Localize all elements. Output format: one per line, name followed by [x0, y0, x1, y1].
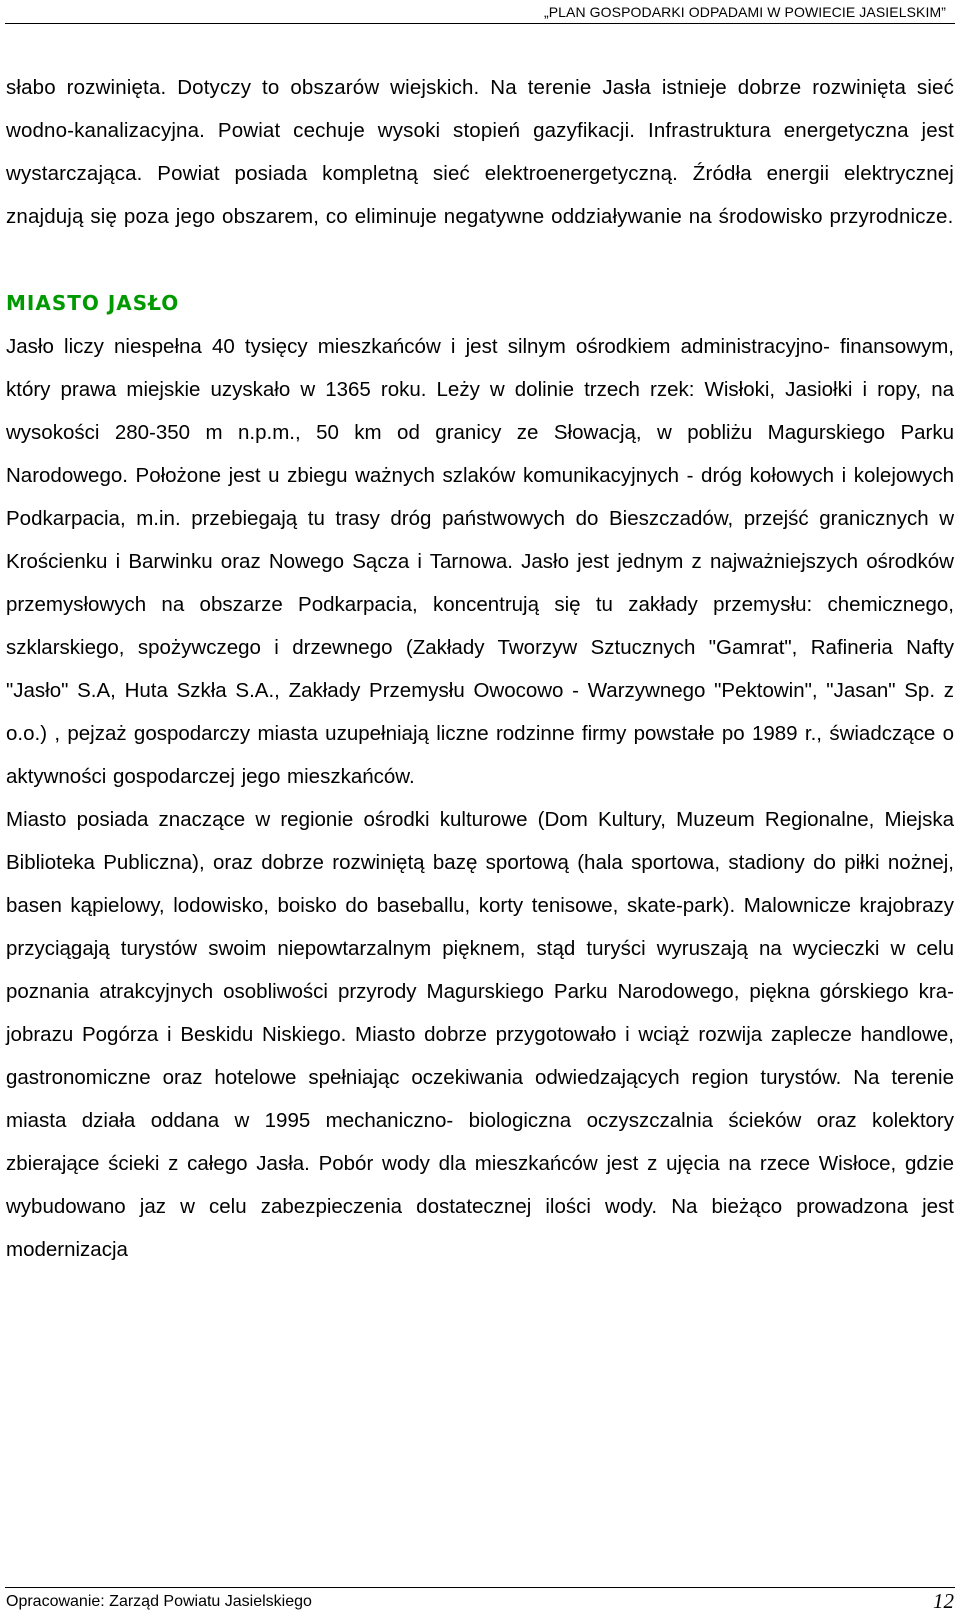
page-number: 12 — [933, 1589, 954, 1613]
section-paragraph-1: Jasło liczy niespełna 40 tysięcy mieszkańców i jest silnym ośrodkiem administracyjno- finansowym, który prawa miejskie uzyskało w 1365 roku. Leży w dolinie trzech rzek: Wisłoki, Jasiołki i ropy, na wysokości 280-350 m n.p.m., 50 km od granicy ze Słowacją, w pobliżu Magurskiego Parku Narodowego. Położone jest u zbiegu ważnych szlaków komunikacyjnych - dróg kołowych i kolejowych Podkarpacia, m.in. przebiegają tu trasy dróg państwowych do Bieszczadów, przejść granicznych w Krościenku i Barwinku oraz Nowego Sącza i Tarnowa. Jasło jest jednym z najważniejszych ośrodków przemysłowych na obszarze Podkarpacia, koncentrują się tu zakłady przemysłu: chemicznego, szklarskiego, spożywczego i drzewnego (Zakłady Tworzyw Sztucznych "Gamrat", Rafineria Nafty "Jasło" S.A, Huta Szkła S.A., Zakłady Przemysłu Owocowo - Warzywnego "Pektowin", "Jasan" Sp. z o.o.) , pejzaż gospodarczy miasta uzupełniają liczne rodzinne firmy powstałe po 1989 r., świadczące o aktywności gospodarczej jego mieszkańców. — [6, 335, 954, 788]
running-header: „PLAN GOSPODARKI ODPADAMI W POWIECIE JASIELSKIM” — [543, 4, 946, 20]
footer-author: Opracowanie: Zarząd Powiatu Jasielskiego — [6, 1593, 312, 1610]
intro-paragraph: słabo rozwinięta. Dotyczy to obszarów wiejskich. Na terenie Jasła istnieje dobrze rozwinięta sieć wodno-kanalizacyjna. Powiat cechuje wysoki stopień gazyfikacji. Infrastruktura energetyczna jest wystarczająca. Powiat posiada kompletną sieć elektroenergetyczną. Źródła energii elektrycznej znajdują się poza jego obszarem, co eliminuje negatywne oddziaływanie na środowisko przyrodnicze. — [6, 76, 954, 228]
page-body — [6, 66, 954, 1271]
header-divider — [5, 23, 955, 24]
footer-divider — [5, 1587, 955, 1588]
section-heading: MIASTO JASŁO — [6, 291, 180, 315]
section-paragraph-2: Miasto posiada znaczące w regionie ośrodki kulturowe (Dom Kultury, Muzeum Regionalne, Miejska Biblioteka Publiczna), oraz dobrze rozwiniętą bazę sportową (hala sportowa, stadiony do piłki nożnej, basen kąpielowy, lodowisko, boisko do baseballu, korty tenisowe, skate-park). Malownicze krajobrazy przyciągają turystów swoim niepowtarzalnym pięknem, stąd turyści wyruszają na wycieczki w celu poznania atrakcyjnych osobliwości przyrody Magurskiego Parku Narodowego, piękna górskiego krajobrazu Pogórza i Beskidu Niskiego. Miasto dobrze przygotowało i wciąż rozwija zaplecze handlowe, gastronomiczne oraz hotelowe spełniając oczekiwania odwiedzających region turystów. Na terenie miasta działa oddana w 1995 mechaniczno- biologiczna oczyszczalnia ścieków oraz kolektory zbierające ścieki z całego Jasła. Pobór wody dla mieszkańców jest z ujęcia na rzece Wisłoce, gdzie wybudowano jaz w celu zabezpieczenia dostatecznej ilości wody. Na bieżąco prowadzona jest modernizacja — [6, 808, 954, 1261]
